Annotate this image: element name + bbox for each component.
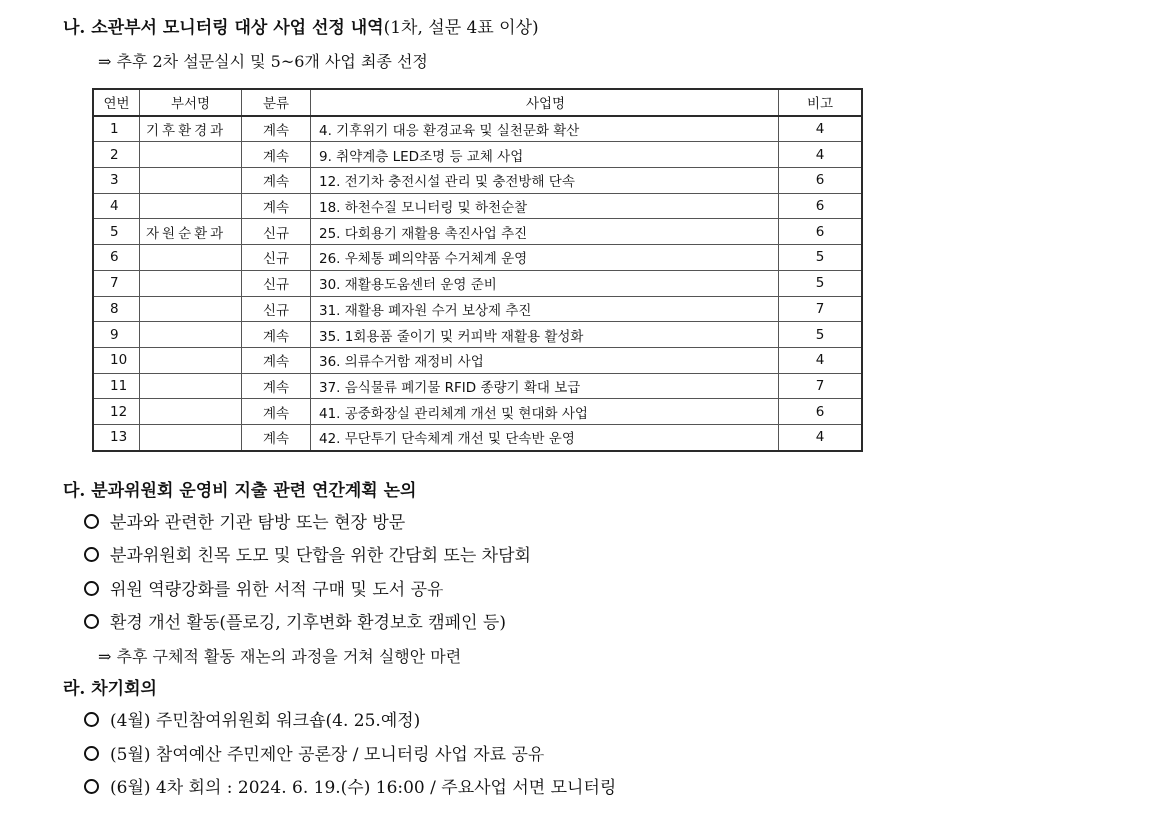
cell-project: 37. 음식물류 폐기물 RFID 종량기 확대 보급: [311, 373, 779, 399]
table-row: [93, 373, 862, 399]
cell-note: 4: [779, 142, 863, 168]
cell-note: 4: [779, 116, 863, 142]
bullet-circle-icon: [84, 614, 99, 629]
cell-dept: [140, 347, 242, 373]
cell-dept: [140, 322, 242, 348]
cell-no: 4: [93, 193, 140, 219]
bullet-circle-icon: [84, 712, 99, 727]
table-body: [93, 116, 862, 451]
table-row: [93, 193, 862, 219]
cell-category: 계속: [242, 116, 311, 142]
section-da-item: [84, 546, 531, 566]
cell-note: 5: [779, 322, 863, 348]
cell-project: 4. 기후위기 대응 환경교육 및 실천문화 확산: [311, 116, 779, 142]
section-da-item-text: 분과위원회 친목 도모 및 단합을 위한 간담회 또는 차담회: [110, 546, 531, 566]
cell-no: 13: [93, 424, 140, 450]
cell-dept: [140, 142, 242, 168]
cell-project: 36. 의류수거함 재정비 사업: [311, 347, 779, 373]
cell-category: 계속: [242, 399, 311, 425]
table-row: [93, 142, 862, 168]
table-row: [93, 219, 862, 245]
section-ra-item-text: (4월) 주민참여위원회 워크숍(4. 25.예정): [110, 711, 421, 731]
header-category: 분류: [242, 89, 311, 116]
cell-no: 12: [93, 399, 140, 425]
bullet-circle-icon: [84, 779, 99, 794]
cell-no: 5: [93, 219, 140, 245]
section-ra-item: [84, 711, 420, 731]
cell-no: 1: [93, 116, 140, 142]
section-da-item: [84, 580, 443, 600]
cell-no: 9: [93, 322, 140, 348]
section-ra-item: [84, 778, 616, 798]
table-row: [93, 245, 862, 271]
section-na-title: 나. 소관부서 모니터링 대상 사업 선정 내역: [63, 18, 384, 38]
cell-category: 신규: [242, 245, 311, 271]
section-na-note: (1차, 설문 4표 이상): [383, 18, 539, 38]
cell-category: 계속: [242, 168, 311, 194]
cell-dept: 기후환경과: [140, 116, 242, 142]
table-row: [93, 168, 862, 194]
table-row: [93, 322, 862, 348]
section-da-item-text: 환경 개선 활동(플로깅, 기후변화 환경보호 캠페인 등): [110, 613, 506, 633]
bullet-circle-icon: [84, 547, 99, 562]
cell-category: 신규: [242, 270, 311, 296]
cell-category: 계속: [242, 142, 311, 168]
cell-note: 4: [779, 424, 863, 450]
cell-no: 10: [93, 347, 140, 373]
cell-note: 5: [779, 270, 863, 296]
cell-note: 7: [779, 373, 863, 399]
bullet-circle-icon: [84, 746, 99, 761]
cell-category: 계속: [242, 322, 311, 348]
cell-dept: [140, 373, 242, 399]
cell-dept: [140, 168, 242, 194]
project-table: [92, 88, 863, 452]
section-da-item-text: 위원 역량강화를 위한 서적 구매 및 도서 공유: [110, 580, 444, 600]
cell-category: 계속: [242, 193, 311, 219]
cell-no: 11: [93, 373, 140, 399]
table-row: [93, 399, 862, 425]
section-ra-item-text: (5월) 참여예산 주민제안 공론장 / 모니터링 사업 자료 공유: [110, 745, 545, 765]
cell-no: 8: [93, 296, 140, 322]
cell-project: 35. 1회용품 줄이기 및 커피박 재활용 활성화: [311, 322, 779, 348]
section-da-item: [84, 613, 506, 633]
cell-no: 7: [93, 270, 140, 296]
cell-category: 계속: [242, 424, 311, 450]
cell-note: 6: [779, 193, 863, 219]
cell-dept: [140, 296, 242, 322]
cell-category: 신규: [242, 219, 311, 245]
cell-dept: [140, 424, 242, 450]
cell-dept: [140, 270, 242, 296]
header-note: 비고: [779, 89, 863, 116]
cell-category: 계속: [242, 347, 311, 373]
table-header-row: [93, 89, 862, 116]
cell-dept: [140, 193, 242, 219]
cell-no: 3: [93, 168, 140, 194]
cell-project: 12. 전기차 충전시설 관리 및 충전방해 단속: [311, 168, 779, 194]
cell-category: 신규: [242, 296, 311, 322]
section-da-arrow-text: ⇒ 추후 구체적 활동 재논의 과정을 거쳐 실행안 마련: [98, 647, 462, 666]
cell-project: 41. 공중화장실 관리체계 개선 및 현대화 사업: [311, 399, 779, 425]
cell-note: 7: [779, 296, 863, 322]
section-na-heading: [63, 18, 539, 38]
bullet-circle-icon: [84, 514, 99, 529]
table-row: [93, 296, 862, 322]
bullet-circle-icon: [84, 581, 99, 596]
cell-dept: [140, 399, 242, 425]
cell-dept: 자원순환과: [140, 219, 242, 245]
cell-no: 6: [93, 245, 140, 271]
section-da-item-text: 분과와 관련한 기관 탐방 또는 현장 방문: [110, 513, 406, 533]
cell-project: 42. 무단투기 단속체계 개선 및 단속반 운영: [311, 424, 779, 450]
cell-project: 30. 재활용도움센터 운영 준비: [311, 270, 779, 296]
cell-project: 25. 다회용기 재활용 촉진사업 추진: [311, 219, 779, 245]
header-no: 연번: [93, 89, 140, 116]
header-dept: 부서명: [140, 89, 242, 116]
cell-project: 9. 취약계층 LED조명 등 교체 사업: [311, 142, 779, 168]
table-row: [93, 347, 862, 373]
cell-project: 18. 하천수질 모니터링 및 하천순찰: [311, 193, 779, 219]
cell-note: 4: [779, 347, 863, 373]
cell-note: 6: [779, 399, 863, 425]
section-da-title: 다. 분과위원회 운영비 지출 관련 연간계획 논의: [63, 481, 417, 501]
section-na-arrow-text: ⇒ 추후 2차 설문실시 및 5~6개 사업 최종 선정: [98, 52, 428, 71]
table-row: [93, 270, 862, 296]
section-ra-item: [84, 745, 544, 765]
section-da-item: [84, 513, 405, 533]
section-ra-title: 라. 차기회의: [63, 679, 157, 699]
cell-no: 2: [93, 142, 140, 168]
cell-dept: [140, 245, 242, 271]
cell-project: 31. 재활용 폐자원 수거 보상제 추진: [311, 296, 779, 322]
cell-note: 5: [779, 245, 863, 271]
section-ra-item-text: (6월) 4차 회의 : 2024. 6. 19.(수) 16:00 / 주요사업 서면 모니터링: [110, 778, 617, 798]
cell-note: 6: [779, 168, 863, 194]
header-project: 사업명: [311, 89, 779, 116]
cell-category: 계속: [242, 373, 311, 399]
table-row: [93, 424, 862, 450]
cell-note: 6: [779, 219, 863, 245]
table-row: [93, 116, 862, 142]
cell-project: 26. 우체통 폐의약품 수거체계 운영: [311, 245, 779, 271]
